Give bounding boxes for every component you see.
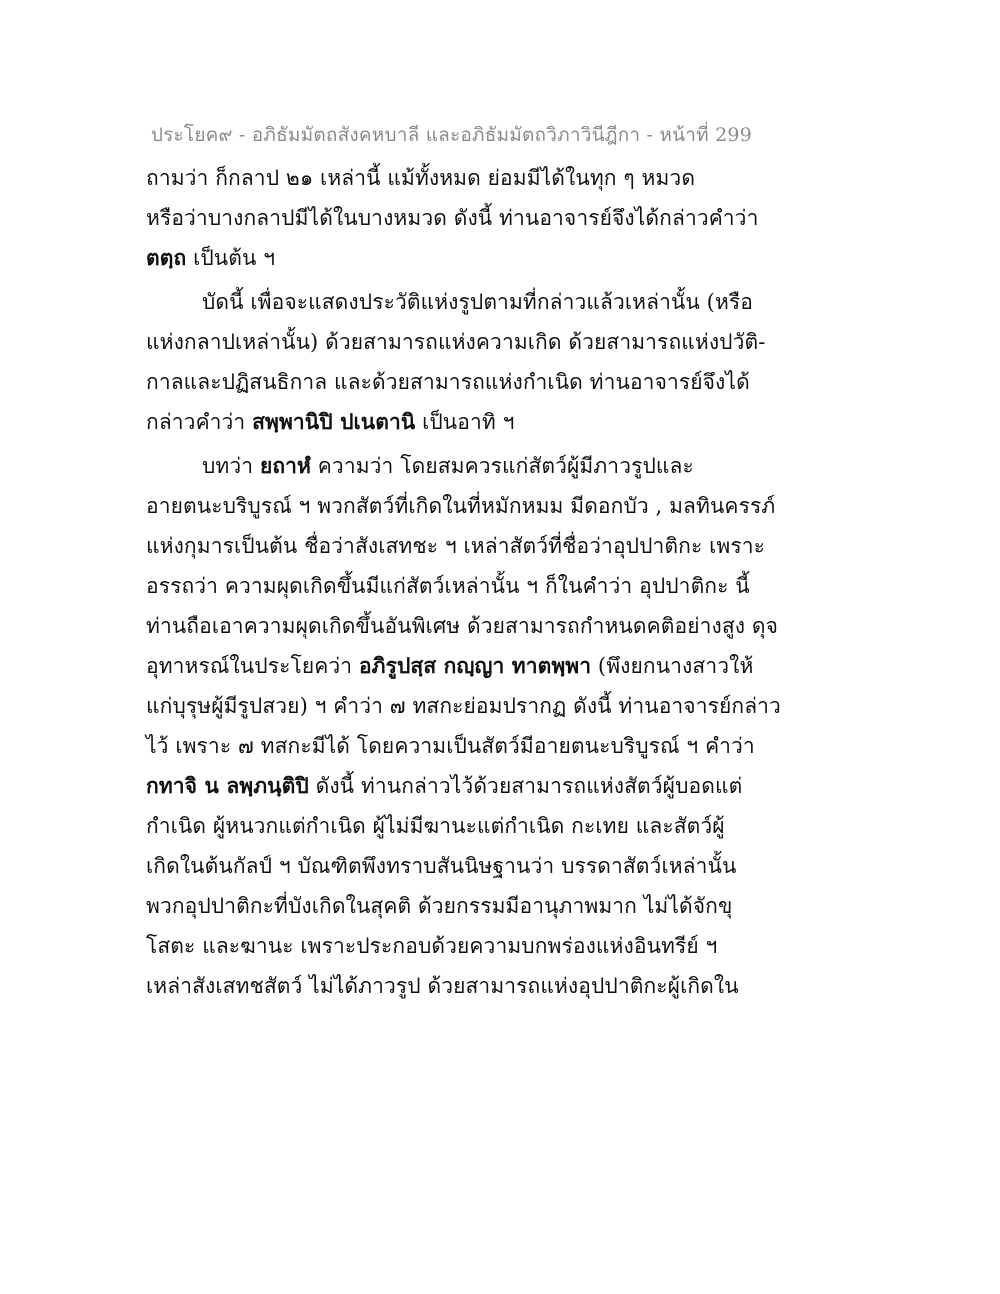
text-line [146,322,766,362]
line-text: อุทาหรณ์ในประโยคว่า [146,654,359,678]
line-text: เหล่าสังเสทชสัตว์ ไม่ได้ภาวรูป ด้วยสามารถแห่งอุปปาติกะผู้เกิดใน [146,974,739,998]
text-line [146,886,746,926]
text-line [146,926,746,966]
text-line [146,806,746,846]
line-text: หรือว่าบางกลาปมีได้ในบางหมวด ดังนี้ ท่านอาจารย์จึงได้กล่าวคำว่า [146,206,759,230]
line-text: แก่บุรุษผู้มีรูปสวย) ฯ คำว่า ๗ ทสกะย่อมปรากฏ ดังนี้ ท่านอาจารย์กล่าว [146,694,781,718]
text-line [146,566,750,606]
text-line [146,846,746,886]
body-text [146,158,781,1006]
pali-term: อภิรูปสฺส กญฺญา ทาตพฺพา [358,653,592,678]
line-text: กาลและปฏิสนธิกาล และด้วยสามารถแห่งกำเนิด ท่านอาจารย์จึงได้ [146,370,750,394]
line-text: กำเนิด ผู้หนวกแต่กำเนิด ผู้ไม่มีฆานะแต่กำเนิด กะเทย และสัตว์ผู้ [146,814,725,838]
paragraph-first-line [146,446,746,486]
pali-term: กทาจิ น ลพฺภนฺติปิ [146,773,309,798]
line-text: แห่งกุมารเป็นต้น ชื่อว่าสังเสทชะ ฯ เหล่าสัตว์ที่ชื่อว่าอุปปาติกะ เพราะ [146,534,765,558]
running-header: ประโยค๙ - อภิธัมมัตถสังคหบาลี และอภิธัมมัตถวิภาวินีฎีกา - หน้าที่ 299 [150,124,752,146]
text-line [146,646,754,686]
text-line [146,486,776,526]
pali-term: ตตฺถ [146,245,187,270]
line-text: เกิดในต้นกัลป์ ฯ บัณฑิตพึงทราบสันนิษฐานว่า บรรดาสัตว์เหล่านั้น [146,854,737,878]
text-line [146,362,750,402]
text-line [146,726,755,766]
line-text: อายตนะบริบูรณ์ ฯ พวกสัตว์ที่เกิดในที่หมักหมม มีดอกบัว , มลทินครรภ์ [146,494,776,518]
line-text: พวกอุปปาติกะที่บังเกิดในสุคติ ด้วยกรรมมีอานุภาพมาก ไม่ได้จักขุ [146,894,733,918]
text-line [146,198,759,238]
pali-term: ยถาหํ [259,453,311,478]
line-text: แห่งกลาปเหล่านั้น) ด้วยสามารถแห่งความเกิด ด้วยสามารถแห่งปวัติ- [146,330,766,354]
line-text: (พึงยกนางสาวให้ [591,654,754,678]
text-line [146,158,746,198]
line-text: ท่านถือเอาความผุดเกิดขึ้นอันพิเศษ ด้วยสามารถกำหนดคติอย่างสูง ดุจ [146,614,779,638]
line-text: ดังนี้ ท่านกล่าวไว้ด้วยสามารถแห่งสัตว์ผู้บอดแต่ [308,774,743,798]
line-text: อรรถว่า ความผุดเกิดขึ้นมีแก่สัตว์เหล่านั้น ฯ ก็ในคำว่า อุปปาติกะ นี้ [146,574,750,598]
line-text: โสตะ และฆานะ เพราะประกอบด้วยความบกพร่องแห่งอินทรีย์ ฯ [146,934,718,958]
line-text: บัดนี้ เพื่อจะแสดงประวัติแห่งรูปตามที่กล่าวแล้วเหล่านั้น (หรือ [202,290,753,314]
text-line [146,766,746,806]
pali-term: สพฺพานิปิ ปเนตานิ [252,409,416,434]
line-text: ไว้ เพราะ ๗ ทสกะมีได้ โดยความเป็นสัตว์มีอายตนะบริบูรณ์ ฯ คำว่า [146,734,755,758]
text-line [146,606,779,646]
text-line [146,526,765,566]
line-text: เป็นอาทิ ฯ [415,410,515,434]
paragraph-first-line [146,282,753,322]
text-line [146,966,746,1006]
line-text: เป็นต้น ฯ [186,246,276,270]
text-line [146,686,781,726]
line-text: ความว่า โดยสมควรแก่สัตว์ผู้มีภาวรูปและ [311,454,694,478]
line-text: กล่าวคำว่า [146,410,253,434]
text-line [146,402,746,442]
line-text: บทว่า [202,454,260,478]
text-line [146,238,746,278]
line-text: ถามว่า ก็กลาป ๒๑ เหล่านี้ แม้ทั้งหมด ย่อมมีได้ในทุก ๆ หมวด [146,166,696,190]
